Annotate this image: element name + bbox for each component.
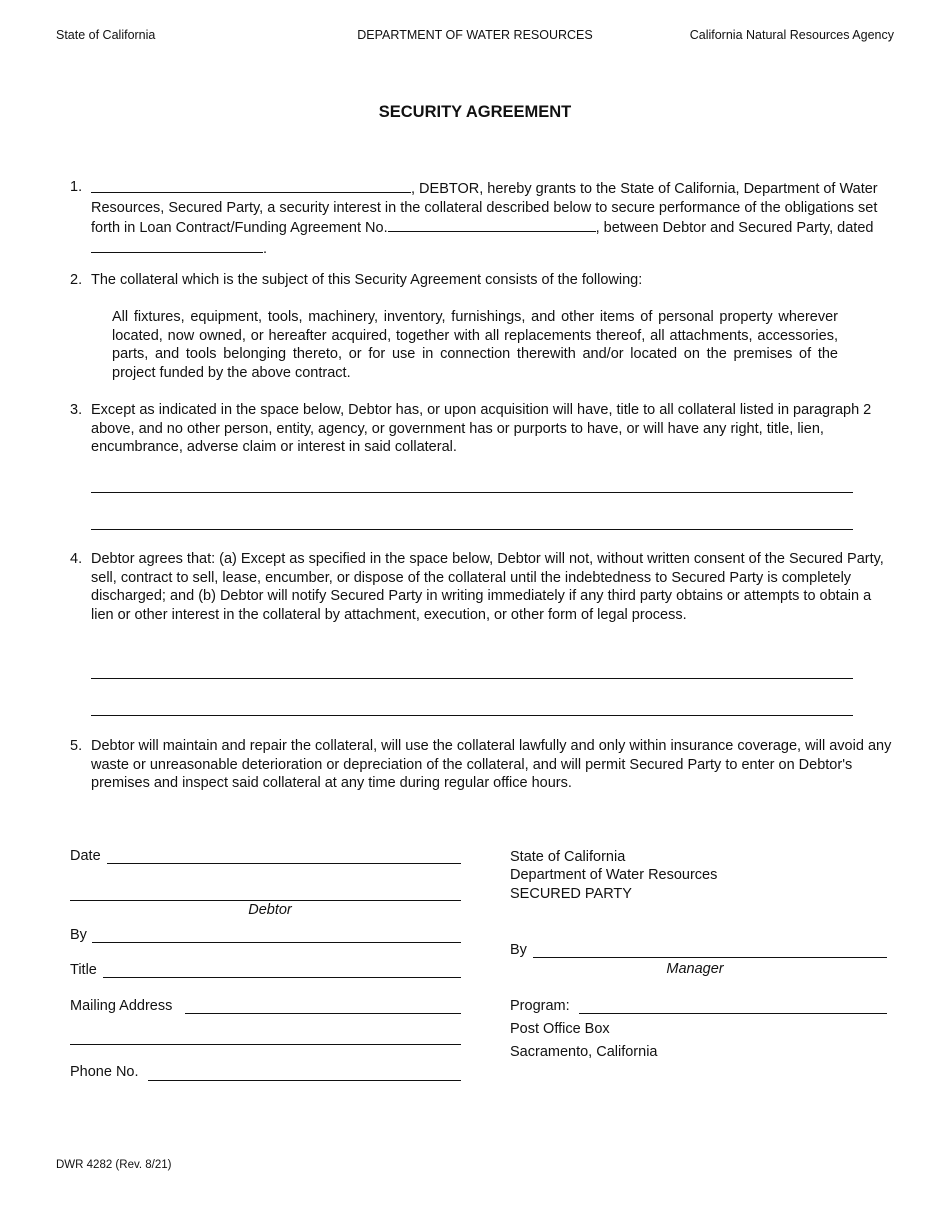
header-left: State of California [56, 28, 156, 42]
p1-number: 1. [70, 179, 83, 195]
p3-number: 3. [70, 402, 83, 418]
title-label: Title [70, 962, 97, 978]
paragraph-3: Except as indicated in the space below, Debtor has, or upon acquisition will have, title to all collateral listed in paragraph 2 above, and no other person, entity, agency, or government has or purports to have, or will have any right, title, lien, encumbrance, adverse claim or interest in said collateral. [91, 402, 872, 456]
exception-line-2[interactable] [91, 529, 853, 530]
manager-caption: Manager [666, 961, 724, 977]
program-field[interactable] [579, 1013, 887, 1014]
header-center: DEPARTMENT OF WATER RESOURCES [357, 28, 593, 42]
page-title: SECURITY AGREEMENT [378, 103, 572, 121]
debtor-signature-line[interactable] [70, 900, 461, 901]
p4-number: 4. [70, 551, 83, 567]
phone-field[interactable] [148, 1080, 461, 1081]
date-label: Date [70, 848, 101, 864]
secured-by-label: By [510, 942, 527, 958]
secured-department: Department of Water Resources [510, 867, 718, 883]
collateral-description: All fixtures, equipment, tools, machinery, inventory, furnishings, and other items of personal property wherever located, now owned, or hereafter acquired, together with all replacements thereof, all attachments, accessories, parts, and tools belonging thereto, or for use in connection therewith and/or located on the premises of the project funded by the above contract. [112, 309, 838, 382]
city: Sacramento, California [510, 1044, 658, 1060]
dated-blank[interactable] [91, 238, 263, 253]
consent-line-1[interactable] [91, 678, 853, 679]
debtor-caption: Debtor [248, 902, 292, 918]
mailing-address-label: Mailing Address [70, 998, 173, 1014]
debtor-by-field[interactable] [92, 942, 461, 943]
secured-by-field[interactable] [533, 957, 887, 958]
paragraph-2: The collateral which is the subject of this Security Agreement consists of the following: [91, 272, 643, 288]
p5-number: 5. [70, 738, 83, 754]
p2-number: 2. [70, 272, 83, 288]
title-field[interactable] [103, 977, 461, 978]
secured-state: State of California [510, 849, 626, 865]
paragraph-1 [91, 178, 881, 259]
agreement-number-blank[interactable] [388, 217, 596, 232]
program-label: Program: [510, 998, 570, 1014]
mailing-address-line-2[interactable] [70, 1044, 461, 1045]
p1-text-b: , between Debtor and Secured Party, dated [595, 220, 874, 237]
exception-line-1[interactable] [91, 492, 853, 493]
secured-party-label: SECURED PARTY [510, 886, 632, 902]
form-number: DWR 4282 (Rev. 8/21) [56, 1159, 172, 1171]
debtor-by-label: By [70, 927, 87, 943]
po-box: Post Office Box [510, 1021, 610, 1037]
paragraph-4: Debtor agrees that: (a) Except as specified in the space below, Debtor will not, without written consent of the Secured Party, sell, contract to sell, lease, encumber, or dispose of the collateral until the indebtedness to Secured Party is completely discharged; and (b) Debtor will notify Secured Party in writing immediately if any third party obtains or attempts to obtain a lien or other interest in the collateral by attachment, execution, or other form of legal process. [91, 551, 884, 624]
phone-label: Phone No. [70, 1064, 139, 1080]
consent-line-2[interactable] [91, 715, 853, 716]
debtor-name-blank[interactable] [91, 178, 411, 193]
p1-text-c: . [263, 241, 268, 258]
header-right: California Natural Resources Agency [689, 28, 894, 42]
date-field[interactable] [107, 863, 461, 864]
mailing-address-field[interactable] [185, 1013, 461, 1014]
p1-text-a: , DEBTOR, hereby grants to the State of California, Department of Water Resources, Secured Party, a security interest in the collateral described below to secure performance of the obligations set forth in Loan Contract/Funding Agreement No. [91, 181, 878, 237]
paragraph-5: Debtor will maintain and repair the collateral, will use the collateral lawfully and only within insurance coverage, will avoid any waste or unreasonable deterioration or depreciation of the collateral, and will permit Secured Party to enter on Debtor's premises and inspect said collateral at any time during regular office hours. [91, 738, 892, 792]
